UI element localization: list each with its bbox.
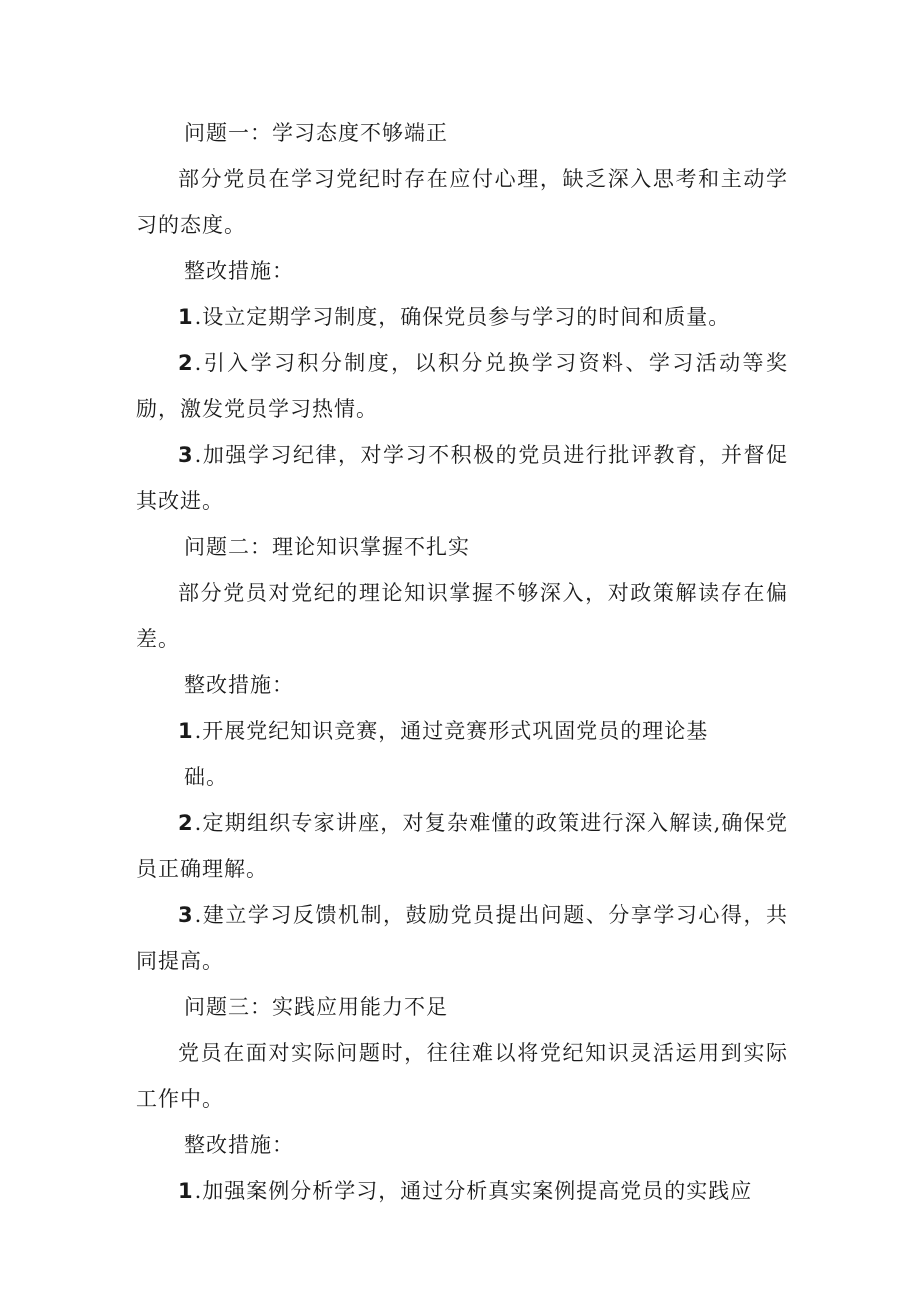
measure-item (136, 294, 788, 340)
measure-continuation: 础。 (184, 765, 228, 789)
measure-text: .开展党纪知识竞赛，通过竞赛形式巩固党员的理论基 (194, 719, 709, 743)
measure-text: .加强学习纪律，对学习不积极的党员进行批评教育，并督促其改进。 (136, 443, 788, 513)
measure-text: .设立定期学习制度，确保党员参与学习的时间和质量。 (194, 305, 731, 329)
problem-heading-3: 问题三：实践应用能力不足 (184, 995, 448, 1019)
problem-heading-2: 问题二：理论知识掌握不扎实 (184, 535, 470, 559)
measures-label-1: 整改措施： (184, 259, 294, 283)
measure-item (136, 340, 788, 432)
problem-heading-1: 问题一：学习态度不够端正 (184, 121, 448, 145)
document-body (136, 110, 788, 1214)
measure-number: 3 (178, 903, 193, 927)
measures-label-2: 整改措施： (184, 673, 294, 697)
measures-label-3: 整改措施： (184, 1133, 294, 1157)
measure-text: .加强案例分析学习，通过分析真实案例提高党员的实践应 (194, 1179, 753, 1203)
measure-number: 3 (178, 443, 193, 467)
problem-description-2: 部分党员对党纪的理论知识掌握不够深入，对政策解读存在偏差。 (136, 581, 788, 651)
measure-number: 2 (178, 351, 193, 375)
measure-text: .建立学习反馈机制，鼓励党员提出问题、分享学习心得，共同提高。 (136, 903, 788, 973)
measure-number: 1 (178, 719, 193, 743)
measure-number: 1 (178, 305, 193, 329)
problem-description-1: 部分党员在学习党纪时存在应付心理，缺乏深入思考和主动学习的态度。 (136, 167, 788, 237)
measure-item (136, 1168, 788, 1214)
measure-text: .定期组织专家讲座，对复杂难懂的政策进行深入解读,确保党员正确理解。 (136, 811, 788, 881)
problem-description-3: 党员在面对实际问题时，往往难以将党纪知识灵活运用到实际工作中。 (136, 1041, 788, 1111)
measure-item (136, 800, 788, 892)
measure-number: 2 (178, 811, 193, 835)
measure-item (136, 708, 788, 800)
measure-text: .引入学习积分制度，以积分兑换学习资料、学习活动等奖励，激发党员学习热情。 (136, 351, 788, 421)
measure-item (136, 432, 788, 524)
measure-number: 1 (178, 1179, 193, 1203)
measure-item (136, 892, 788, 984)
